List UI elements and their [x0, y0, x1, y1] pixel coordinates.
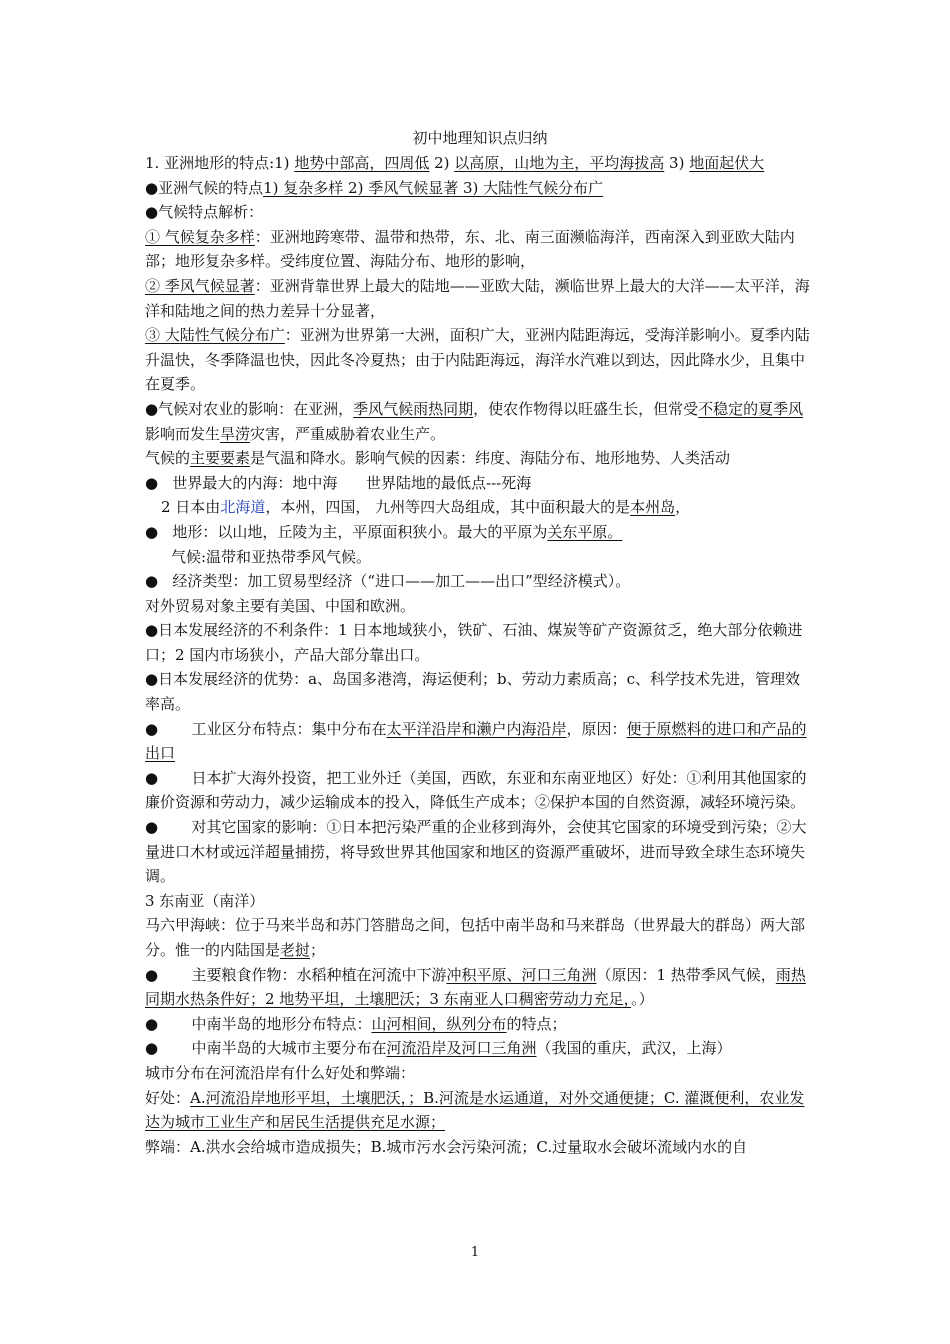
underlined-text: 主要要素: [190, 449, 251, 468]
paragraph-climate-agriculture: [145, 397, 810, 446]
paragraph-southeast-asia-heading: 3 东南亚（南洋）: [145, 891, 265, 910]
underlined-text: ③ 大陆性气候分布广: [145, 326, 285, 345]
underlined-text: 雨热同期水热条件好；2 地势平坦，土壤肥沃；3 东南亚人口稠密劳动力充足，: [145, 965, 806, 1009]
underlined-text: 河流沿岸及河口三角洲: [386, 1039, 537, 1058]
text: 。）: [631, 990, 654, 1009]
underlined-text: 旱涝: [220, 424, 251, 443]
paragraph-impact-other-countries: ● 对其它国家的影响：①日本把污染严重的企业移到海外，会使其它国家的环境受到污染；②大量进口木材或远洋超量捕捞，将导致世界其他国家和地区的资源严重破坏，进而导致全球生态环境失调。: [145, 818, 807, 886]
text: 灾害，严重威胁着农业生产。: [250, 424, 446, 443]
text: ：亚洲地跨寒带、温带和热带，东、北、南三面濒临海洋，西南深入到亚欧大陆内部；地形复杂多样。受纬度位置、海陆分布、地形的影响，: [145, 227, 795, 271]
underlined-text: 太平洋沿岸和濑户内海沿岸: [386, 719, 567, 738]
text: ● 主要粮食作物：水稻种植在河流中下游: [145, 965, 447, 984]
underlined-text: 1) 复杂多样 2) 季风气候显著 3) 大陆性气候分布广: [263, 178, 604, 197]
paragraph-food-crops: [145, 963, 810, 1012]
underlined-text: 地势中部高，四周低: [294, 154, 430, 172]
paragraph-trade-partners: 对外贸易对象主要有美国、中国和欧洲。: [145, 596, 416, 615]
paragraph-climate-analysis-heading: ●气候特点解析：: [145, 203, 264, 222]
text: ● 中南半岛的地形分布特点：: [145, 1014, 372, 1033]
paragraph-indochina-terrain: [145, 1012, 810, 1037]
paragraph-disadvantages-river: 弊端：A.洪水会给城市造成损失；B.城市污水会污染河流；C.过量取水会破坏流域内水的自: [145, 1137, 748, 1156]
text: 2 日本由: [161, 498, 221, 517]
paragraph-industrial-zones: [145, 717, 810, 766]
text: 1. 亚洲地形的特点:1): [145, 154, 295, 172]
paragraph-inland-sea: ● 世界最大的内海：地中海 世界陆地的最低点---死海: [145, 473, 532, 492]
paragraph-advantages: ●日本发展经济的优势：a、岛国多港湾，海运便利；b、劳动力素质高；c、科学技术先进，管理效率高。: [145, 670, 801, 714]
text: ，本州，四国， 九州等四大岛组成，其中面积最大的是: [265, 498, 631, 517]
text: 气候的: [145, 449, 191, 468]
underlined-text: 关东平原。: [547, 522, 623, 541]
paragraph-indochina-cities: [145, 1036, 810, 1061]
text: ，使农作物得以旺盛生长，但常受: [473, 399, 699, 418]
paragraph-japan-climate: 气候:温带和亚热带季风气候。: [171, 547, 372, 566]
text: ；: [310, 941, 326, 959]
underlined-text: 地面起伏大: [689, 154, 765, 172]
paragraph-malacca: [145, 913, 810, 962]
underlined-text: 不稳定的夏季风: [698, 399, 804, 418]
underlined-text: 季风气候雨热同期: [353, 399, 474, 418]
underlined-text: 老挝: [280, 941, 311, 959]
text: 2): [429, 154, 455, 172]
underlined-text: A.河流沿岸地形平坦，土壤肥沃，；B.河流是水运通道，对外交通便捷；C. 灌溉便利，农业发达为城市工业生产和居民生活提供充足水源；: [145, 1088, 805, 1132]
underlined-text: 本州岛: [630, 498, 676, 517]
paragraph-asia-terrain: [145, 151, 810, 176]
text: 马六甲海峡：位于马来半岛和苏门答腊岛之间，包括中南半岛和马来群岛（世界最大的群岛）两大部分。惟一的内陆国是: [145, 916, 806, 959]
underlined-text: 便于原燃料的进口和产品的出口: [145, 719, 807, 763]
paragraph-asia-climate: [145, 176, 810, 201]
text: 是气温和降水。影响气候的因素：纬度、海陆分布、地形地势、人类活动: [250, 449, 731, 468]
paragraph-unfavorable-conditions: ●日本发展经济的不利条件：1 日本地域狭小，铁矿、石油、煤炭等矿产资源贫乏，绝大部分依赖进口；2 国内市场狭小，产品大部分靠出口。: [145, 621, 803, 664]
text: 3): [664, 154, 690, 172]
paragraph-monsoon: [145, 274, 810, 323]
paragraph-climate-complex: [145, 225, 810, 274]
text: ：亚洲为世界第一大洲，面积广大，亚洲内陆距海远，受海洋影响小。夏季内陆升温快，冬季降温也快，因此冬冷夏热；由于内陆距海远，海洋水汽难以到达，因此降水少，且集中在夏季。: [145, 326, 810, 394]
underlined-text: ② 季风气候显著: [145, 276, 255, 295]
text: ，原因：: [566, 719, 627, 738]
paragraph-advantages-river: [145, 1086, 810, 1135]
document-body: [145, 151, 810, 1159]
underlined-text: ① 气候复杂多样: [145, 227, 255, 246]
text: 影响而发生: [145, 424, 221, 443]
page-number: 1: [470, 1245, 480, 1260]
text: ●气候对农业的影响：在亚洲，: [145, 399, 354, 418]
text: ● 工业区分布特点：集中分布在: [145, 719, 387, 738]
paragraph-continental: [145, 323, 810, 397]
text: ● 地形：以山地，丘陵为主，平原面积狭小。最大的平原为: [145, 522, 548, 541]
underlined-text: 山河相间，纵列分布: [371, 1014, 507, 1033]
underlined-text: 以高原，山地为主，平均海拔高: [454, 154, 665, 172]
text: （我国的重庆，武汉，上海）: [536, 1039, 732, 1058]
text: ：亚洲背靠世界上最大的陆地——亚欧大陆，濒临世界上最大的大洋——太平洋，海洋和陆地之间的热力差异十分显著，: [145, 276, 810, 320]
paragraph-japan-islands: [145, 495, 810, 520]
document-title: 初中地理知识点归纳: [412, 129, 548, 147]
highlighted-text: 北海道: [220, 498, 266, 517]
paragraph-city-question: 城市分布在河流沿岸有什么好处和弊端：: [145, 1063, 416, 1082]
text: 好处：: [145, 1088, 191, 1107]
text: （原因：1 热带季风气候，: [596, 965, 776, 984]
text: ● 中南半岛的大城市主要分布在: [145, 1039, 387, 1058]
underlined-text: 冲积平原、河口三角洲: [446, 965, 597, 984]
paragraph-overseas-investment: ● 日本扩大海外投资，把工业外迁（美国，西欧，东亚和东南亚地区）好处：①利用其他国家的廉价资源和劳动力，减少运输成本的投入，降低生产成本；②保护本国的自然资源，减轻环境污染。: [145, 768, 807, 812]
text: 的特点；: [506, 1014, 567, 1033]
text: ●亚洲气候的特点: [145, 178, 264, 197]
text: ，: [675, 498, 691, 517]
paragraph-japan-terrain: [145, 520, 810, 545]
paragraph-economy-type: ● 经济类型：加工贸易型经济（“进口——加工——出口”型经济模式）。: [145, 572, 631, 591]
paragraph-climate-elements: [145, 446, 810, 471]
